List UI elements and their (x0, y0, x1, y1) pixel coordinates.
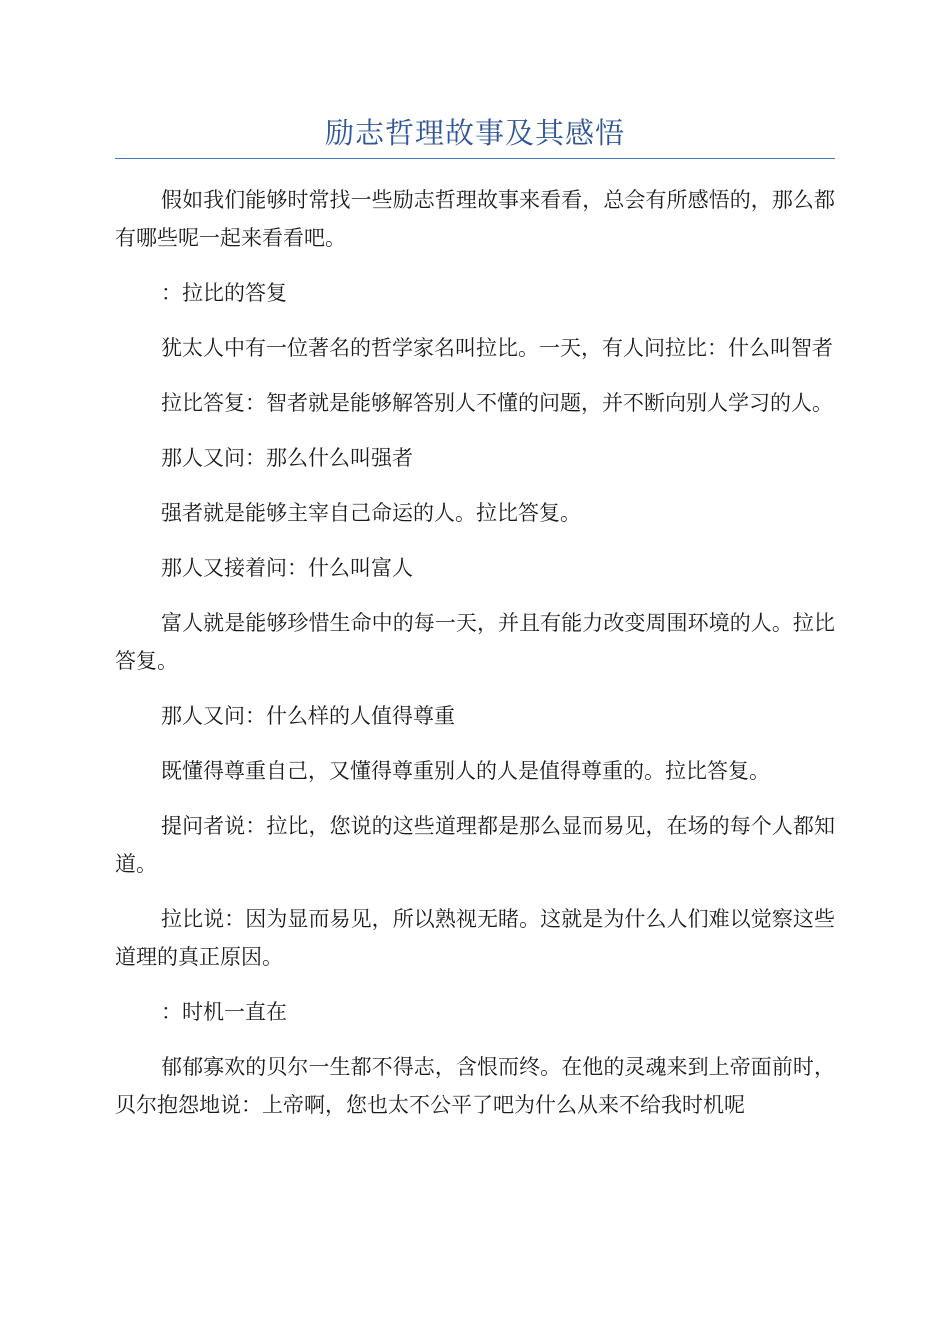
paragraph: 郁郁寡欢的贝尔一生都不得志，含恨而终。在他的灵魂来到上帝面前时，贝尔抱怨地说：上帝啊，您也太不公平了吧为什么从来不给我时机呢 (115, 1055, 835, 1117)
document-page (115, 108, 835, 1141)
paragraph: 提问者说：拉比，您说的这些道理都是那么显而易见，在场的每个人都知道。 (115, 814, 835, 876)
paragraph: 富人就是能够珍惜生命中的每一天，并且有能力改变周围环境的人。拉比答复。 (115, 611, 835, 673)
document-body (115, 181, 835, 1124)
paragraph: 强者就是能够主宰自己命运的人。拉比答复。 (161, 501, 581, 525)
section-heading-opportunity: ：时机一直在 (161, 1000, 287, 1024)
paragraph: 拉比答复：智者就是能够解答别人不懂的问题，并不断向别人学习的人。 (161, 391, 833, 415)
document-title: 励志哲理故事及其感悟 (324, 116, 625, 150)
paragraph: 那人又接着问：什么叫富人 (161, 556, 413, 580)
paragraph-intro: 假如我们能够时常找一些励志哲理故事来看看，总会有所感悟的，那么都有哪些呢一起来看看吧。 (115, 188, 835, 250)
paragraph: 犹太人中有一位著名的哲学家名叫拉比。一天，有人问拉比：什么叫智者 (161, 336, 833, 360)
paragraph: 那人又问：那么什么叫强者 (161, 446, 413, 470)
paragraph: 那人又问：什么样的人值得尊重 (161, 704, 455, 728)
paragraph: 拉比说：因为显而易见，所以熟视无睹。这就是为什么人们难以觉察这些道理的真正原因。 (115, 907, 835, 969)
title-underline (115, 158, 835, 159)
section-heading-rabbi-answer: ：拉比的答复 (161, 281, 287, 305)
paragraph: 既懂得尊重自己，又懂得尊重别人的人是值得尊重的。拉比答复。 (161, 759, 770, 783)
